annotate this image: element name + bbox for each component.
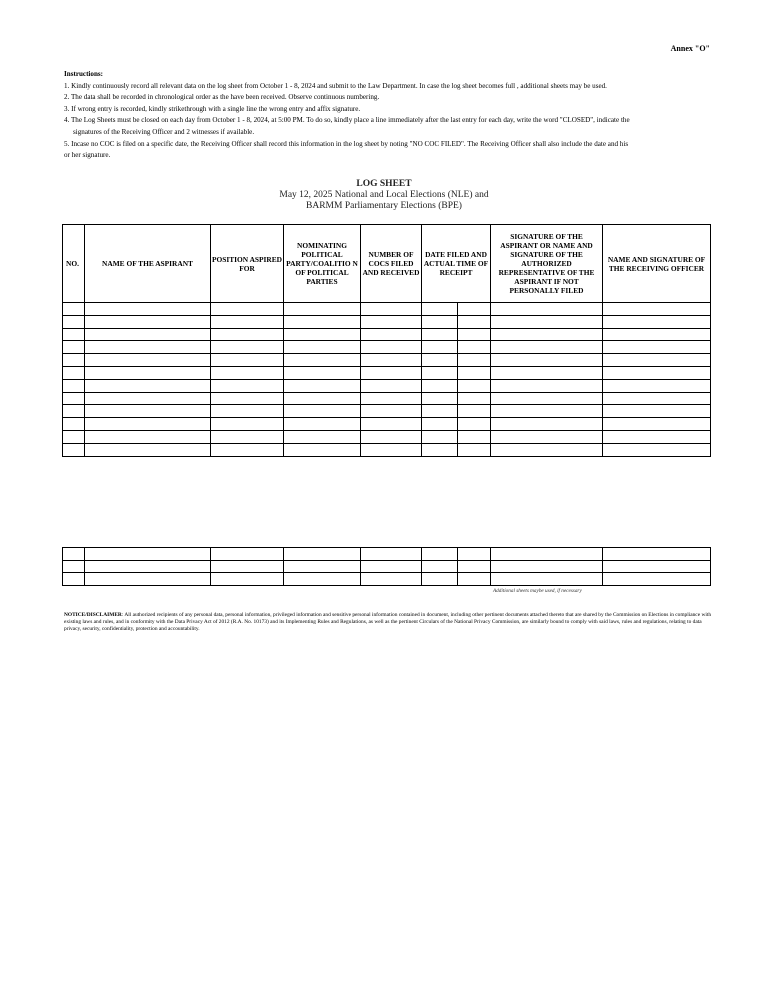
cell-no[interactable] [63,430,85,443]
cell-date[interactable] [422,548,458,561]
cell-cocs-count[interactable] [361,548,422,561]
column-header-receiving-officer: NAME AND SIGNATURE OF THE RECEIVING OFFICER [603,225,711,303]
cell-receiving-officer[interactable] [603,548,711,561]
cell-cocs-count[interactable] [361,354,422,367]
cell-political-party[interactable] [284,366,361,379]
table-row [63,418,711,431]
table-row [63,443,711,456]
cell-aspirant-signature[interactable] [491,430,603,443]
cell-position[interactable] [211,548,284,561]
table-row [63,573,711,586]
cell-date[interactable] [422,418,458,431]
cell-date[interactable] [422,328,458,341]
cell-aspirant-name[interactable] [85,548,211,561]
instructions-title: Instructions: [64,70,104,78]
cell-no[interactable] [63,303,85,316]
instruction-item: 3. If wrong entry is recorded, kindly strikethrough with a single line the wrong entry and affix signature. [64,104,361,113]
cell-aspirant-signature[interactable] [491,303,603,316]
cell-position[interactable] [211,341,284,354]
column-header-aspirant-name: NAME OF THE ASPIRANT [85,225,211,303]
cell-date[interactable] [422,430,458,443]
cell-position[interactable] [211,379,284,392]
cell-receiving-officer[interactable] [603,366,711,379]
cell-date[interactable] [422,303,458,316]
cell-position[interactable] [211,405,284,418]
cell-position[interactable] [211,418,284,431]
cell-cocs-count[interactable] [361,379,422,392]
cell-no[interactable] [63,379,85,392]
cell-aspirant-name[interactable] [85,430,211,443]
cell-position[interactable] [211,354,284,367]
cell-receiving-officer[interactable] [603,430,711,443]
cell-aspirant-signature[interactable] [491,315,603,328]
cell-cocs-count[interactable] [361,443,422,456]
cell-time[interactable] [458,315,491,328]
cell-no[interactable] [63,560,85,573]
cell-time[interactable] [458,405,491,418]
table-row [63,430,711,443]
cell-time[interactable] [458,418,491,431]
cell-receiving-officer[interactable] [603,303,711,316]
cell-date[interactable] [422,573,458,586]
cell-position[interactable] [211,443,284,456]
cell-date[interactable] [422,405,458,418]
cell-time[interactable] [458,366,491,379]
table-row [63,315,711,328]
cell-time[interactable] [458,303,491,316]
cell-aspirant-signature[interactable] [491,405,603,418]
cell-time[interactable] [458,443,491,456]
cell-aspirant-signature[interactable] [491,443,603,456]
table-row [63,366,711,379]
cell-no[interactable] [63,443,85,456]
cell-cocs-count[interactable] [361,315,422,328]
instruction-item-continued: signatures of the Receiving Officer and 2 witnesses if available. [73,127,255,136]
column-header-political-party: NOMINATING POLITICAL PARTY/COALITIO N OF POLITICAL PARTIES [284,225,361,303]
cell-cocs-count[interactable] [361,560,422,573]
cell-no[interactable] [63,392,85,405]
cell-receiving-officer[interactable] [603,573,711,586]
cell-date[interactable] [422,560,458,573]
cell-aspirant-name[interactable] [85,354,211,367]
additional-sheets-note: Additional sheets maybe used, if necessary [493,588,582,594]
instruction-item: 1. Kindly continuously record all relevant data on the log sheet from October 1 - 8, 2024 and submit to the Law Department. In case the log sheet becomes full , additional sheets may be used. [64,81,607,90]
table-row [63,328,711,341]
table-row [63,560,711,573]
table-row [63,548,711,561]
cell-date[interactable] [422,392,458,405]
instruction-item: 4. The Log Sheets must be closed on each day from October 1 - 8, 2024, at 5:00 PM. To do so, kindly place a line immediately after the last entry for each day, write the word "CLOSED", indicate the [64,116,630,125]
cell-political-party[interactable] [284,303,361,316]
cell-receiving-officer[interactable] [603,418,711,431]
cell-date[interactable] [422,341,458,354]
cell-receiving-officer[interactable] [603,341,711,354]
cell-position[interactable] [211,315,284,328]
cell-aspirant-name[interactable] [85,392,211,405]
cell-date[interactable] [422,379,458,392]
cell-receiving-officer[interactable] [603,354,711,367]
cell-cocs-count[interactable] [361,430,422,443]
cell-political-party[interactable] [284,379,361,392]
cell-political-party[interactable] [284,418,361,431]
table-row [63,354,711,367]
cell-position[interactable] [211,328,284,341]
cell-cocs-count[interactable] [361,303,422,316]
cell-cocs-count[interactable] [361,328,422,341]
instruction-item-continued: or her signature. [64,151,111,160]
log-sheet-subtitle: May 12, 2025 National and Local Elections (NLE) and [279,190,489,200]
table-row [63,392,711,405]
cell-no[interactable] [63,328,85,341]
cell-no[interactable] [63,315,85,328]
cell-position[interactable] [211,573,284,586]
cell-receiving-officer[interactable] [603,392,711,405]
cell-aspirant-name[interactable] [85,573,211,586]
cell-aspirant-name[interactable] [85,328,211,341]
cell-time[interactable] [458,341,491,354]
cell-cocs-count[interactable] [361,418,422,431]
cell-aspirant-signature[interactable] [491,379,603,392]
cell-receiving-officer[interactable] [603,443,711,456]
cell-cocs-count[interactable] [361,573,422,586]
cell-no[interactable] [63,354,85,367]
cell-cocs-count[interactable] [361,341,422,354]
instructions-section [64,69,714,162]
cell-position[interactable] [211,366,284,379]
cell-political-party[interactable] [284,548,361,561]
cell-no[interactable] [63,548,85,561]
cell-receiving-officer[interactable] [603,328,711,341]
cell-aspirant-signature[interactable] [491,560,603,573]
cell-aspirant-signature[interactable] [491,573,603,586]
cell-position[interactable] [211,430,284,443]
cell-aspirant-name[interactable] [85,379,211,392]
disclaimer [64,612,712,633]
cell-date[interactable] [422,354,458,367]
cell-time[interactable] [458,328,491,341]
cell-receiving-officer[interactable] [603,315,711,328]
log-sheet-title: LOG SHEET [356,179,412,189]
cell-aspirant-signature[interactable] [491,392,603,405]
cell-date[interactable] [422,366,458,379]
cell-political-party[interactable] [284,341,361,354]
instruction-item: 2. The data shall be recorded in chronological order as the have been received. Observe continuous numbering. [64,93,380,102]
log-table [62,224,711,457]
cell-aspirant-signature[interactable] [491,328,603,341]
cell-no[interactable] [63,341,85,354]
log-table-continuation [62,547,711,586]
cell-political-party[interactable] [284,430,361,443]
column-header-no: NO. [63,225,85,303]
cell-date[interactable] [422,315,458,328]
cell-receiving-officer[interactable] [603,560,711,573]
cell-receiving-officer[interactable] [603,379,711,392]
cell-time[interactable] [458,430,491,443]
cell-political-party[interactable] [284,315,361,328]
cell-political-party[interactable] [284,443,361,456]
cell-position[interactable] [211,560,284,573]
cell-no[interactable] [63,418,85,431]
cell-date[interactable] [422,443,458,456]
cell-no[interactable] [63,573,85,586]
cell-cocs-count[interactable] [361,405,422,418]
cell-aspirant-name[interactable] [85,418,211,431]
log-sheet-subtitle: BARMM Parliamentary Elections (BPE) [306,201,462,211]
cell-political-party[interactable] [284,328,361,341]
cell-political-party[interactable] [284,392,361,405]
cell-aspirant-name[interactable] [85,315,211,328]
table-row [63,405,711,418]
cell-aspirant-signature[interactable] [491,354,603,367]
table-row [63,341,711,354]
table-row [63,379,711,392]
column-header-date-time: DATE FILED AND ACTUAL TIME OF RECEIPT [422,225,491,303]
cell-time[interactable] [458,548,491,561]
cell-no[interactable] [63,366,85,379]
cell-aspirant-name[interactable] [85,303,211,316]
cell-political-party[interactable] [284,560,361,573]
table-header-row [63,225,711,303]
cell-receiving-officer[interactable] [603,405,711,418]
cell-aspirant-name[interactable] [85,366,211,379]
column-header-position: POSITION ASPIRED FOR [211,225,284,303]
table-row [63,303,711,316]
annex-label: Annex "O" [670,44,710,53]
cell-political-party[interactable] [284,573,361,586]
column-header-cocs-count: NUMBER OF COCS FILED AND RECEIVED [361,225,422,303]
cell-aspirant-signature[interactable] [491,366,603,379]
disclaimer-text: : All authorized recipients of any personal data, personal information, privileged information and sensitive personal information contained in document, including other pertinent documents attached thereto that are shared by the Commission on Elections in compliance with existing laws and rules, and in conformity with the Data Privacy Act of 2012 (R.A. No. 10173) and its Implementing Rules and Regulations, as well as the pertinent Circulars of the National Privacy Commission, are similarly bound to comply with said laws, rules and regulations, relating to data privacy, security, confidentiality, protection and accountability. [64,612,712,633]
cell-time[interactable] [458,560,491,573]
cell-position[interactable] [211,303,284,316]
disclaimer-label: NOTICE/DISCLAIMER [64,612,122,618]
cell-no[interactable] [63,405,85,418]
cell-time[interactable] [458,379,491,392]
cell-aspirant-signature[interactable] [491,548,603,561]
log-sheet-heading [0,178,768,212]
cell-aspirant-name[interactable] [85,341,211,354]
cell-aspirant-signature[interactable] [491,341,603,354]
cell-aspirant-name[interactable] [85,560,211,573]
cell-position[interactable] [211,392,284,405]
cell-political-party[interactable] [284,354,361,367]
cell-aspirant-signature[interactable] [491,418,603,431]
cell-cocs-count[interactable] [361,392,422,405]
instruction-item: 5. Incase no COC is filed on a specific date, the Receiving Officer shall record this information in the log sheet by noting "NO COC FILED". The Receiving Officer shall also include the date and his [64,139,629,148]
cell-cocs-count[interactable] [361,366,422,379]
cell-time[interactable] [458,573,491,586]
cell-time[interactable] [458,354,491,367]
cell-aspirant-name[interactable] [85,443,211,456]
column-header-aspirant-signature: SIGNATURE OF THE ASPIRANT OR NAME AND SIGNATURE OF THE AUTHORIZED REPRESENTATIVE OF THE ASPIRANT IF NOT PERSONALLY FILED [491,225,603,303]
cell-time[interactable] [458,392,491,405]
cell-political-party[interactable] [284,405,361,418]
cell-aspirant-name[interactable] [85,405,211,418]
